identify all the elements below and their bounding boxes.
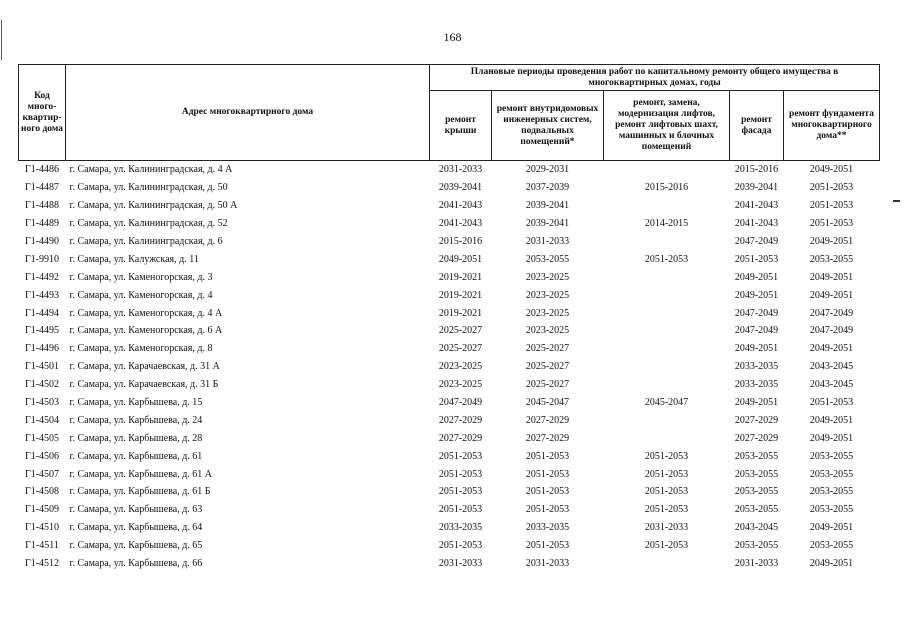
row-engineering: 2025-2027 <box>525 361 570 373</box>
table-row <box>19 501 880 519</box>
row-address: г. Самара, ул. Карачаевская, д. 31 Б <box>69 379 219 391</box>
row-address: г. Самара, ул. Каменогорская, д. 8 <box>69 343 213 355</box>
header-code: Код много-квартир-ного дома <box>19 65 66 161</box>
row-engineering: 2027-2029 <box>525 432 570 444</box>
table-row <box>19 304 880 322</box>
row-address: г. Самара, ул. Карачаевская, д. 31 А <box>69 361 220 373</box>
row-roof: 2049-2051 <box>438 253 483 265</box>
row-roof: 2051-2053 <box>438 504 483 516</box>
row-address: г. Самара, ул. Карбышева, д. 61 А <box>69 468 213 480</box>
row-engineering: 2039-2041 <box>525 218 570 230</box>
row-foundation: 2053-2055 <box>809 504 854 516</box>
row-roof: 2051-2053 <box>438 486 483 498</box>
row-foundation: 2053-2055 <box>809 450 854 462</box>
row-address: г. Самара, ул. Каменогорская, д. 6 А <box>69 325 223 337</box>
row-code: Г1-4490 <box>24 236 60 247</box>
row-lifts: 2051-2053 <box>644 504 689 516</box>
table-row <box>19 394 880 412</box>
row-roof: 2051-2053 <box>438 468 483 480</box>
row-code: Г1-4501 <box>24 361 60 373</box>
row-address: г. Самара, ул. Каменогорская, д. 4 <box>69 289 213 301</box>
row-roof: 2031-2033 <box>438 558 483 570</box>
table-row <box>19 268 880 286</box>
row-facade: 2041-2043 <box>734 200 779 212</box>
row-foundation: 2043-2045 <box>809 379 854 391</box>
row-address: г. Самара, ул. Карбышева, д. 66 <box>69 558 203 570</box>
row-facade: 2053-2055 <box>734 450 779 462</box>
row-lifts: 2015-2016 <box>644 182 689 194</box>
header-facade: ремонт фасада <box>730 91 784 161</box>
row-engineering: 2051-2053 <box>525 540 570 552</box>
row-address: г. Самара, ул. Карбышева, д. 15 <box>69 397 203 409</box>
row-foundation: 2049-2051 <box>809 343 854 355</box>
header-work-periods: Плановые периоды проведения работ по капитальному ремонту общего имущества в многоквартирных домах, годы <box>430 65 880 91</box>
row-roof: 2025-2027 <box>438 343 483 355</box>
row-engineering: 2023-2025 <box>525 325 570 337</box>
row-lifts <box>604 358 730 376</box>
row-foundation: 2049-2051 <box>809 164 854 176</box>
row-foundation: 2049-2051 <box>809 414 854 426</box>
row-code: Г1-4489 <box>24 218 60 230</box>
row-address: г. Самара, ул. Карбышева, д. 61 Б <box>69 486 211 498</box>
row-code: Г1-4494 <box>24 307 60 319</box>
row-engineering: 2045-2047 <box>525 397 570 409</box>
row-facade: 2015-2016 <box>734 164 779 176</box>
row-roof: 2019-2021 <box>438 271 483 283</box>
row-address: г. Самара, ул. Калининградская, д. 52 <box>69 218 228 230</box>
row-address: г. Самара, ул. Карбышева, д. 61 <box>69 450 203 462</box>
row-facade: 2031-2033 <box>734 558 779 570</box>
row-code: Г1-4504 <box>24 414 60 426</box>
row-facade: 2053-2055 <box>734 468 779 480</box>
row-facade: 2053-2055 <box>734 504 779 516</box>
row-facade: 2027-2029 <box>734 414 779 426</box>
row-lifts <box>604 322 730 340</box>
row-facade: 2033-2035 <box>734 361 779 373</box>
row-roof: 2023-2025 <box>438 361 483 373</box>
row-foundation: 2051-2053 <box>809 182 854 194</box>
row-foundation: 2049-2051 <box>809 289 854 301</box>
row-engineering: 2051-2053 <box>525 468 570 480</box>
row-code: Г1-4495 <box>24 325 60 337</box>
row-foundation: 2051-2053 <box>809 397 854 409</box>
row-lifts: 2051-2053 <box>644 450 689 462</box>
row-engineering: 2051-2053 <box>525 486 570 498</box>
row-engineering: 2051-2053 <box>525 450 570 462</box>
row-lifts: 2051-2053 <box>644 540 689 552</box>
header-foundation: ремонт фундамента многоквартирного дома** <box>784 91 880 161</box>
table-row <box>19 376 880 394</box>
row-engineering: 2023-2025 <box>525 307 570 319</box>
row-code: Г1-4493 <box>24 289 60 301</box>
table-row <box>19 340 880 358</box>
table-row <box>19 447 880 465</box>
scan-margin-mark <box>893 200 900 202</box>
row-roof: 2047-2049 <box>438 397 483 409</box>
row-lifts <box>604 304 730 322</box>
row-roof: 2019-2021 <box>438 289 483 301</box>
row-address: г. Самара, ул. Каменогорская, д. 3 <box>69 271 213 283</box>
row-engineering: 2039-2041 <box>525 200 570 212</box>
table-row <box>19 179 880 197</box>
row-code: Г1-9910 <box>24 253 60 265</box>
row-engineering: 2023-2025 <box>525 289 570 301</box>
row-engineering: 2053-2055 <box>525 253 570 265</box>
row-foundation: 2049-2051 <box>809 271 854 283</box>
row-foundation: 2053-2055 <box>809 486 854 498</box>
row-facade: 2043-2045 <box>734 522 779 534</box>
row-lifts <box>604 197 730 215</box>
row-code: Г1-4487 <box>24 182 60 194</box>
row-engineering: 2031-2033 <box>525 558 570 570</box>
row-address: г. Самара, ул. Карбышева, д. 63 <box>69 504 203 516</box>
row-roof: 2031-2033 <box>438 164 483 176</box>
row-facade: 2047-2049 <box>734 307 779 319</box>
row-engineering: 2027-2029 <box>525 414 570 426</box>
row-code: Г1-4507 <box>24 468 60 480</box>
row-roof: 2025-2027 <box>438 325 483 337</box>
row-facade: 2041-2043 <box>734 218 779 230</box>
row-engineering: 2025-2027 <box>525 379 570 391</box>
row-roof: 2027-2029 <box>438 432 483 444</box>
row-code: Г1-4508 <box>24 486 60 498</box>
row-lifts <box>604 429 730 447</box>
row-roof: 2023-2025 <box>438 379 483 391</box>
row-code: Г1-4486 <box>24 164 60 176</box>
row-lifts: 2031-2033 <box>644 522 689 534</box>
table-row <box>19 555 880 573</box>
row-lifts: 2014-2015 <box>644 218 689 230</box>
row-foundation: 2043-2045 <box>809 361 854 373</box>
row-foundation: 2053-2055 <box>809 253 854 265</box>
row-address: г. Самара, ул. Калининградская, д. 50 <box>69 182 228 194</box>
row-roof: 2033-2035 <box>438 522 483 534</box>
row-lifts: 2051-2053 <box>644 468 689 480</box>
table-row <box>19 286 880 304</box>
table-row <box>19 197 880 215</box>
repair-schedule-table <box>18 64 880 572</box>
row-code: Г1-4492 <box>24 271 60 283</box>
row-facade: 2051-2053 <box>734 253 779 265</box>
row-facade: 2049-2051 <box>734 271 779 283</box>
row-facade: 2049-2051 <box>734 397 779 409</box>
table-body <box>19 161 880 573</box>
header-roof: ремонт крыши <box>430 91 492 161</box>
header-address: Адрес многоквартирного дома <box>66 65 430 161</box>
row-lifts: 2051-2053 <box>644 253 689 265</box>
row-foundation: 2047-2049 <box>809 325 854 337</box>
row-code: Г1-4505 <box>24 432 60 444</box>
row-code: Г1-4512 <box>24 558 60 570</box>
row-lifts <box>604 233 730 251</box>
table-row <box>19 429 880 447</box>
row-lifts <box>604 340 730 358</box>
row-facade: 2053-2055 <box>734 540 779 552</box>
row-roof: 2041-2043 <box>438 218 483 230</box>
row-lifts: 2045-2047 <box>644 397 689 409</box>
row-engineering: 2023-2025 <box>525 271 570 283</box>
table-row <box>19 233 880 251</box>
row-roof: 2015-2016 <box>438 236 483 247</box>
row-lifts: 2051-2053 <box>644 486 689 498</box>
row-code: Г1-4506 <box>24 450 60 462</box>
row-code: Г1-4488 <box>24 200 60 212</box>
row-engineering: 2051-2053 <box>525 504 570 516</box>
row-facade: 2033-2035 <box>734 379 779 391</box>
row-facade: 2053-2055 <box>734 486 779 498</box>
row-foundation: 2049-2051 <box>809 432 854 444</box>
table-row <box>19 483 880 501</box>
row-address: г. Самара, ул. Карбышева, д. 24 <box>69 414 203 426</box>
table-row <box>19 358 880 376</box>
table-row <box>19 465 880 483</box>
row-foundation: 2051-2053 <box>809 218 854 230</box>
row-lifts <box>604 411 730 429</box>
row-address: г. Самара, ул. Калининградская, д. 6 <box>69 236 223 247</box>
row-facade: 2047-2049 <box>734 236 779 247</box>
row-foundation: 2053-2055 <box>809 468 854 480</box>
table-row <box>19 215 880 233</box>
row-foundation: 2053-2055 <box>809 540 854 552</box>
row-foundation: 2047-2049 <box>809 307 854 319</box>
table-row <box>19 411 880 429</box>
row-address: г. Самара, ул. Калужская, д. 11 <box>69 253 199 265</box>
row-code: Г1-4511 <box>25 540 59 552</box>
row-code: Г1-4496 <box>24 343 60 355</box>
page-number: 168 <box>443 30 462 44</box>
table-row <box>19 537 880 555</box>
table-row <box>19 161 880 179</box>
header-lifts: ремонт, замена, модернизация лифтов, ремонт лифтовых шахт, машинных и блочных помещений <box>604 91 730 161</box>
row-code: Г1-4502 <box>24 379 60 391</box>
row-facade: 2049-2051 <box>734 343 779 355</box>
row-facade: 2027-2029 <box>734 432 779 444</box>
table-header <box>19 65 880 161</box>
row-roof: 2019-2021 <box>438 307 483 319</box>
table-row <box>19 519 880 537</box>
row-foundation: 2051-2053 <box>809 200 854 212</box>
row-address: г. Самара, ул. Калининградская, д. 50 А <box>69 200 238 212</box>
row-roof: 2051-2053 <box>438 450 483 462</box>
row-roof: 2027-2029 <box>438 414 483 426</box>
row-lifts <box>604 268 730 286</box>
row-facade: 2047-2049 <box>734 325 779 337</box>
row-address: г. Самара, ул. Карбышева, д. 65 <box>69 540 203 552</box>
row-foundation: 2049-2051 <box>809 522 854 534</box>
row-lifts <box>604 286 730 304</box>
row-address: г. Самара, ул. Карбышева, д. 64 <box>69 522 203 534</box>
row-lifts <box>604 555 730 573</box>
row-facade: 2049-2051 <box>734 289 779 301</box>
row-engineering: 2025-2027 <box>525 343 570 355</box>
row-foundation: 2049-2051 <box>809 236 854 247</box>
row-address: г. Самара, ул. Калининградская, д. 4 А <box>69 164 233 176</box>
row-engineering: 2031-2033 <box>525 236 570 247</box>
table-row <box>19 322 880 340</box>
row-lifts <box>604 376 730 394</box>
row-engineering: 2033-2035 <box>525 522 570 534</box>
row-roof: 2039-2041 <box>438 182 483 194</box>
row-address: г. Самара, ул. Каменогорская, д. 4 А <box>69 307 223 319</box>
row-code: Г1-4510 <box>24 522 60 534</box>
row-roof: 2051-2053 <box>438 540 483 552</box>
row-address: г. Самара, ул. Карбышева, д. 28 <box>69 432 203 444</box>
row-engineering: 2029-2031 <box>525 164 570 176</box>
row-code: Г1-4503 <box>24 397 60 409</box>
header-engineering: ремонт внутридомовых инженерных систем, подвальных помещений* <box>492 91 604 161</box>
row-roof: 2041-2043 <box>438 200 483 212</box>
row-code: Г1-4509 <box>24 504 60 516</box>
row-lifts <box>604 161 730 179</box>
table-row <box>19 250 880 268</box>
row-facade: 2039-2041 <box>734 182 779 194</box>
row-foundation: 2049-2051 <box>809 558 854 570</box>
row-engineering: 2037-2039 <box>525 182 570 194</box>
